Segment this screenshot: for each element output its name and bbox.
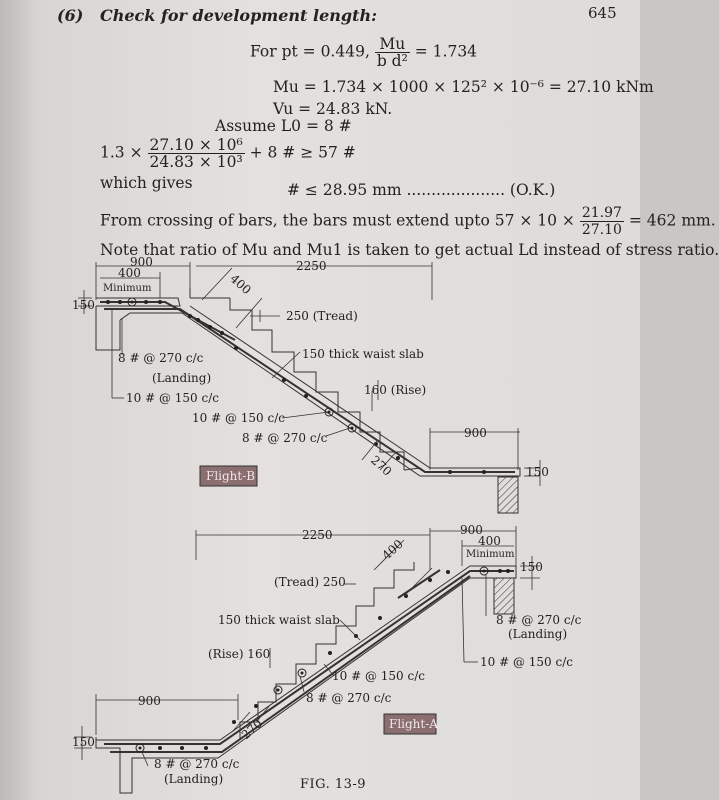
label-b-waist: 150 thick waist slab — [302, 347, 424, 361]
dim-b-400-slant: 400 — [227, 271, 254, 298]
label-b-10bar-2: 10 # @ 150 c/c — [192, 411, 285, 425]
paragraph-crossing-end: = 462 mm. — [628, 211, 716, 230]
label-b-rise: 160 (Rise) — [364, 383, 427, 397]
equation-vu: Vu = 24.83 kN. — [273, 100, 393, 118]
label-a-rise: (Rise) 160 — [208, 647, 271, 661]
fraction-numerator: Mu — [375, 36, 410, 53]
dim-b-270: 270 — [368, 452, 395, 479]
dim-b-400: 400 — [118, 266, 141, 280]
dim-a-900-left: 900 — [138, 694, 161, 708]
dim-a-900: 900 — [460, 523, 483, 537]
equation-pt-rhs: = 1.734 — [414, 42, 478, 61]
label-b-tread: 250 (Tread) — [286, 309, 358, 323]
dim-b-2250: 2250 — [296, 259, 327, 273]
flight-b-tag-label: Flight-B — [206, 469, 256, 483]
section-number: (6) — [57, 6, 84, 25]
dim-a-150-right: 150 — [520, 560, 543, 574]
fraction-denominator: 24.83 × 10³ — [149, 153, 243, 171]
dim-a-400: 400 — [478, 534, 501, 548]
flight-b-dimensions — [78, 262, 540, 486]
flight-a-bars — [136, 567, 510, 752]
inequality-prefix: 1.3 × — [100, 143, 143, 162]
dim-a-150-left: 150 — [72, 735, 95, 749]
equation-result: # ≤ 28.95 mm .................... (O.K.) — [287, 181, 556, 199]
label-b-8bar: 8 # @ 270 c/c — [118, 351, 204, 365]
label-b-10bar: 10 # @ 150 c/c — [126, 391, 219, 405]
label-a-10bar: 10 # @ 150 c/c — [332, 669, 425, 683]
figure-caption: FIG. 13-9 — [300, 777, 367, 792]
label-a-10bar-right: 10 # @ 150 c/c — [480, 655, 573, 669]
section-title: Check for development length: — [100, 6, 377, 25]
paragraph-crossing-text: From crossing of bars, the bars must extend upto 57 × 10 × — [100, 211, 575, 230]
paragraph-note: Note that ratio of Mu and Mu1 is taken to get actual Ld instead of stress ratio. — [100, 241, 719, 259]
label-a-8bar: 8 # @ 270 c/c — [306, 691, 392, 705]
dim-b-150-right: 150 — [526, 465, 549, 479]
label-b-8bar-2: 8 # @ 270 c/c — [242, 431, 328, 445]
equation-mu: Mu = 1.734 × 1000 × 125² × 10⁻⁶ = 27.10 kNm — [273, 78, 654, 96]
equation-assume: Assume L0 = 8 # — [215, 117, 352, 135]
flight-b-tag — [200, 466, 257, 486]
dim-b-150: 150 — [72, 298, 95, 312]
label-a-8bar-landing: 8 # @ 270 c/c — [154, 757, 240, 771]
flight-a-tag — [384, 714, 438, 734]
which-gives: which gives — [100, 174, 193, 192]
label-b-landing: (Landing) — [152, 371, 212, 385]
equation-pt-lhs: For pt = 0.449, — [250, 42, 370, 61]
page-number: 645 — [588, 4, 617, 22]
fraction-denominator: b d² — [376, 52, 408, 70]
dim-a-400-slant: 400 — [379, 536, 406, 563]
fraction-denominator: 27.10 — [581, 222, 622, 238]
dim-b-900: 900 — [130, 255, 153, 269]
label-a-waist: 150 thick waist slab — [218, 613, 340, 627]
dim-b-900-right: 900 — [464, 426, 487, 440]
label-a-landing-right: (Landing) — [508, 627, 568, 641]
inequality-suffix: + 8 # ≥ 57 # — [249, 143, 356, 162]
dim-b-minimum: Minimum — [103, 283, 152, 294]
dim-a-2250: 2250 — [302, 528, 333, 542]
flight-a-dimensions — [74, 526, 540, 766]
label-a-landing: (Landing) — [164, 772, 224, 786]
dim-a-minimum: Minimum — [466, 549, 515, 560]
fraction-numerator: 27.10 × 10⁶ — [149, 136, 243, 154]
dim-a-270: 270 — [238, 716, 266, 743]
label-a-tread: (Tread) 250 — [274, 575, 346, 589]
flight-a-tag-label: Flight-A — [389, 717, 438, 731]
fraction-numerator: 21.97 — [581, 205, 622, 221]
label-a-8bar-right: 8 # @ 270 c/c — [496, 613, 582, 627]
